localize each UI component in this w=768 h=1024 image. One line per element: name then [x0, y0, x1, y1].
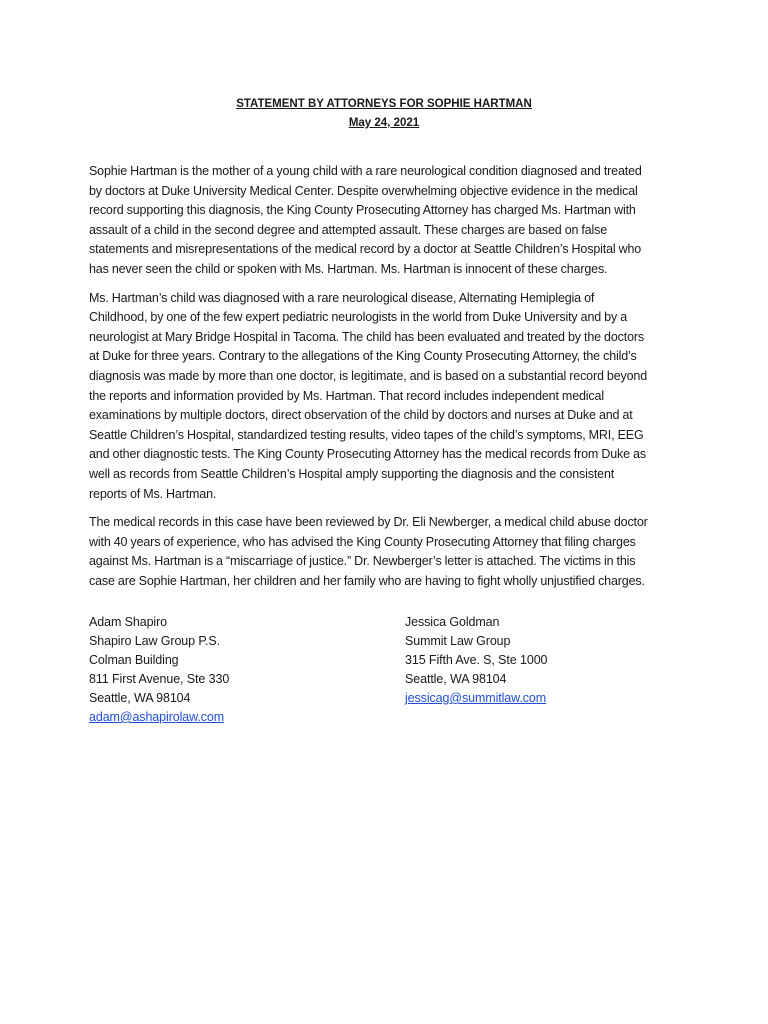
email-link-goldman[interactable]: jessicag@summitlaw.com — [405, 691, 547, 705]
signatory-city: Seattle, WA 98104 — [89, 691, 191, 705]
signatory-city: Seattle, WA 98104 — [405, 672, 507, 686]
document-date: May 24, 2021 — [348, 117, 420, 129]
signature-block-goldman — [405, 613, 547, 708]
signatory-name: Adam Shapiro — [89, 615, 168, 629]
paragraph-1: Sophie Hartman is the mother of a young child with a rare neurological condition diagnosed and treated by doctors at Duke University Medical Center. Despite overwhelming objective evidence in the medical record supporting this diagnosis, the King County Prosecuting Attorney has charged Ms. Hartman with assault of a child in the second degree and attempted assault. These charges are based on false statements and misrepresentations of the medical record by a doctor at Seattle Children’s Hospital who has never seen the child or spoken with Ms. Hartman. Ms. Hartman is innocent of these charges. — [89, 164, 642, 276]
signatory-building: Colman Building — [89, 653, 179, 667]
document-title: STATEMENT BY ATTORNEYS FOR SOPHIE HARTMAN — [236, 98, 532, 110]
paragraph-2: Ms. Hartman’s child was diagnosed with a rare neurological disease, Alternating Hemiplegia of Childhood, by one of the few expert pediatric neurologists in the world from Duke University and by a neurologist at Mary Bridge Hospital in Tacoma. The child has been evaluated and treated by the doctors at Duke for three years. Contrary to the allegations of the King County Prosecuting Attorney, the child’s diagnosis was made by more than one doctor, is legitimate, and is based on a substantial record beyond the reports and information provided by Ms. Hartman. That record includes independent medical examinations by multiple doctors, direct observation of the child by doctors and nurses at Duke and at Seattle Children’s Hospital, standardized testing results, video tapes of the child’s symptoms, MRI, EEG and other diagnostic tests. The King County Prosecuting Attorney has the medical records from Duke as well as records from Seattle Children’s Hospital amply supporting the diagnosis and the consistent reports of Ms. Hartman. — [89, 290, 648, 501]
signatory-street: 315 Fifth Ave. S, Ste 1000 — [405, 653, 548, 667]
signatory-street: 811 First Avenue, Ste 330 — [89, 672, 230, 686]
signatory-firm: Summit Law Group — [405, 634, 511, 648]
email-link-shapiro[interactable]: adam@ashapirolaw.com — [89, 710, 225, 724]
signatory-name: Jessica Goldman — [405, 615, 500, 629]
paragraph-3: The medical records in this case have been reviewed by Dr. Eli Newberger, a medical child abuse doctor with 40 years of experience, who has advised the King County Prosecuting Attorney that filing charges against Ms. Hartman is a “miscarriage of justice.” Dr. Newberger’s letter is attached. The victims in this case are Sophie Hartman, her children and her family who are having to fight wholly unjustified charges. — [89, 515, 648, 588]
title-block — [0, 95, 768, 133]
signatory-firm: Shapiro Law Group P.S. — [89, 634, 220, 648]
statement-body — [89, 162, 689, 600]
signature-block-shapiro — [89, 613, 229, 727]
